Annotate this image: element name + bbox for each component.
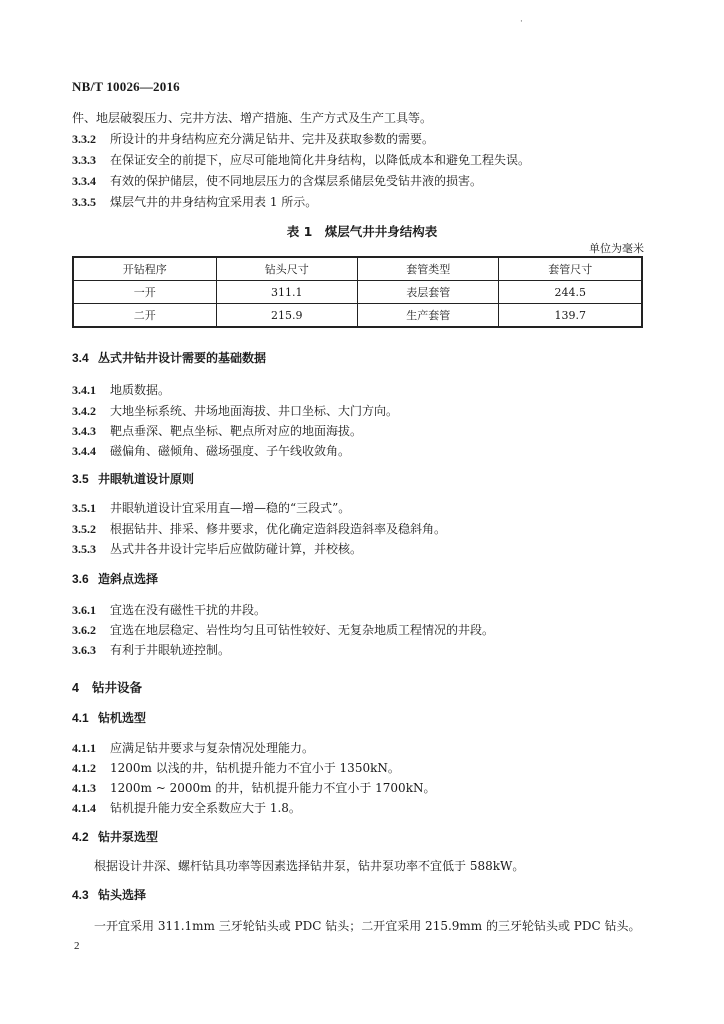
- section-title: 钻头选择: [98, 888, 147, 902]
- clause-number: 4.1.3: [72, 781, 96, 795]
- clause-text: 煤层气井的井身结构宜采用表 1 所示。: [110, 195, 318, 209]
- clause-3-3-4: [72, 173, 482, 189]
- clause-number: 3.3.3: [72, 153, 96, 167]
- clause-3-3-3: [72, 152, 530, 168]
- section-number: 3.4: [72, 351, 89, 365]
- table-cell: 一开: [73, 281, 216, 304]
- clause-number: 3.6.3: [72, 643, 96, 657]
- intro-line: 件、地层破裂压力、完井方法、增产措施、生产方式及生产工具等。: [72, 111, 433, 125]
- clause-number: 3.6.2: [72, 623, 96, 637]
- section-heading-3-5: [72, 471, 194, 487]
- table-unit: 单位为毫米: [589, 242, 644, 255]
- clause-number: 4.1.2: [72, 761, 96, 775]
- section-title: 钻机选型: [98, 711, 147, 725]
- clause-number: 3.5.1: [72, 501, 96, 515]
- section-number: 3.6: [72, 572, 89, 586]
- table-cell: 139.7: [499, 304, 642, 328]
- table-header-row: [73, 257, 642, 281]
- clause-3-6-1: [72, 602, 266, 618]
- table-row: [73, 281, 642, 304]
- clause-4-1-4: [72, 800, 301, 816]
- section-title: 丛式井钻井设计需要的基础数据: [98, 351, 267, 365]
- clause-number: 3.3.2: [72, 132, 96, 146]
- section-number: 4.1: [72, 711, 89, 725]
- clause-3-5-2: [72, 521, 446, 537]
- clause-number: 3.4.1: [72, 383, 96, 397]
- clause-text: 丛式井各井设计完毕后应做防碰计算，并校核。: [110, 542, 363, 556]
- clause-text: 有效的保护储层，使不同地层压力的含煤层系储层免受钻井液的损害。: [110, 174, 483, 188]
- table-row: [73, 304, 642, 328]
- clause-3-3-2: [72, 131, 434, 147]
- clause-3-3-5: [72, 194, 317, 210]
- clause-text: 地质数据。: [110, 383, 171, 397]
- clause-text: 磁偏角、磁倾角、磁场强度、子午线收敛角。: [110, 444, 351, 458]
- table-cell: 生产套管: [357, 304, 498, 328]
- clause-number: 3.4.2: [72, 404, 96, 418]
- clause-number: 3.3.4: [72, 174, 96, 188]
- table-cell: 311.1: [216, 281, 357, 304]
- clause-text: 靶点垂深、靶点坐标、靶点所对应的地面海拔。: [110, 424, 363, 438]
- clause-text: 宜选在地层稳定、岩性均匀且可钻性较好、无复杂地质工程情况的井段。: [110, 623, 495, 637]
- table-cell: 215.9: [216, 304, 357, 328]
- standard-code: NB/T 10026—2016: [72, 79, 180, 94]
- clause-3-5-3: [72, 541, 362, 557]
- clause-3-6-2: [72, 622, 494, 638]
- clause-3-4-4: [72, 443, 350, 459]
- column-header: 套管类型: [357, 257, 498, 281]
- clause-number: 4.1.1: [72, 741, 96, 755]
- paragraph-4-3: 一开宜采用 311.1mm 三牙轮钻头或 PDC 钻头；二开宜采用 215.9mm 的三牙轮钻头或 PDC 钻头。: [94, 919, 641, 933]
- table-caption: 表 1 煤层气井井身结构表: [286, 224, 438, 239]
- clause-number: 4.1.4: [72, 801, 96, 815]
- chapter-number: 4: [72, 681, 79, 695]
- clause-number: 3.6.1: [72, 603, 96, 617]
- clause-3-6-3: [72, 642, 230, 658]
- clause-3-4-2: [72, 403, 398, 419]
- clause-number: 3.4.3: [72, 424, 96, 438]
- clause-4-1-1: [72, 740, 314, 756]
- clause-text: 1200m ~ 2000m 的井，钻机提升能力不宜小于 1700kN。: [110, 781, 436, 795]
- clause-text: 大地坐标系统、井场地面海拔、井口坐标、大门方向。: [110, 404, 399, 418]
- clause-number: 3.5.2: [72, 522, 96, 536]
- clause-4-1-2: [72, 760, 400, 776]
- clause-text: 根据钻井、排采、修井要求，优化确定造斜段造斜率及稳斜角。: [110, 522, 447, 536]
- section-number: 4.3: [72, 888, 89, 902]
- chapter-title: 钻井设备: [92, 680, 143, 695]
- section-title: 造斜点选择: [98, 572, 159, 586]
- clause-number: 3.3.5: [72, 195, 96, 209]
- clause-3-4-3: [72, 423, 362, 439]
- table-cell: 二开: [73, 304, 216, 328]
- paragraph-4-2: 根据设计井深、螺杆钻具功率等因素选择钻井泵，钻井泵功率不宜低于 588kW。: [94, 859, 525, 873]
- section-number: 3.5: [72, 472, 89, 486]
- clause-3-4-1: [72, 382, 170, 398]
- scan-mark: ·: [520, 17, 523, 27]
- table-cell: 表层套管: [357, 281, 498, 304]
- clause-text: 有利于井眼轨迹控制。: [110, 643, 231, 657]
- section-heading-3-4: [72, 350, 266, 366]
- section-heading-3-6: [72, 571, 158, 587]
- section-heading-4-2: [72, 829, 158, 845]
- casing-structure-table: [72, 256, 643, 328]
- clause-4-1-3: [72, 780, 435, 796]
- clause-number: 3.4.4: [72, 444, 96, 458]
- column-header: 开钻程序: [73, 257, 216, 281]
- section-heading-4-1: [72, 710, 146, 726]
- section-number: 4.2: [72, 830, 89, 844]
- table-cell: 244.5: [499, 281, 642, 304]
- section-heading-4-3: [72, 887, 146, 903]
- clause-text: 宜选在没有磁性干扰的井段。: [110, 603, 267, 617]
- section-title: 井眼轨道设计原则: [98, 472, 195, 486]
- chapter-heading-4: [72, 680, 142, 696]
- clause-text: 在保证安全的前提下，应尽可能地简化井身结构，以降低成本和避免工程失误。: [110, 153, 531, 167]
- section-title: 钻井泵选型: [98, 830, 159, 844]
- clause-3-5-1: [72, 500, 350, 516]
- column-header: 钻头尺寸: [216, 257, 357, 281]
- clause-text: 井眼轨道设计宜采用直—增—稳的“三段式”。: [110, 501, 351, 515]
- clause-text: 所设计的井身结构应充分满足钻井、完井及获取参数的需要。: [110, 132, 435, 146]
- clause-text: 应满足钻井要求与复杂情况处理能力。: [110, 741, 315, 755]
- page-number: 2: [74, 940, 80, 952]
- column-header: 套管尺寸: [499, 257, 642, 281]
- clause-text: 钻机提升能力安全系数应大于 1.8。: [110, 801, 301, 815]
- clause-number: 3.5.3: [72, 542, 96, 556]
- clause-text: 1200m 以浅的井，钻机提升能力不宜小于 1350kN。: [110, 761, 400, 775]
